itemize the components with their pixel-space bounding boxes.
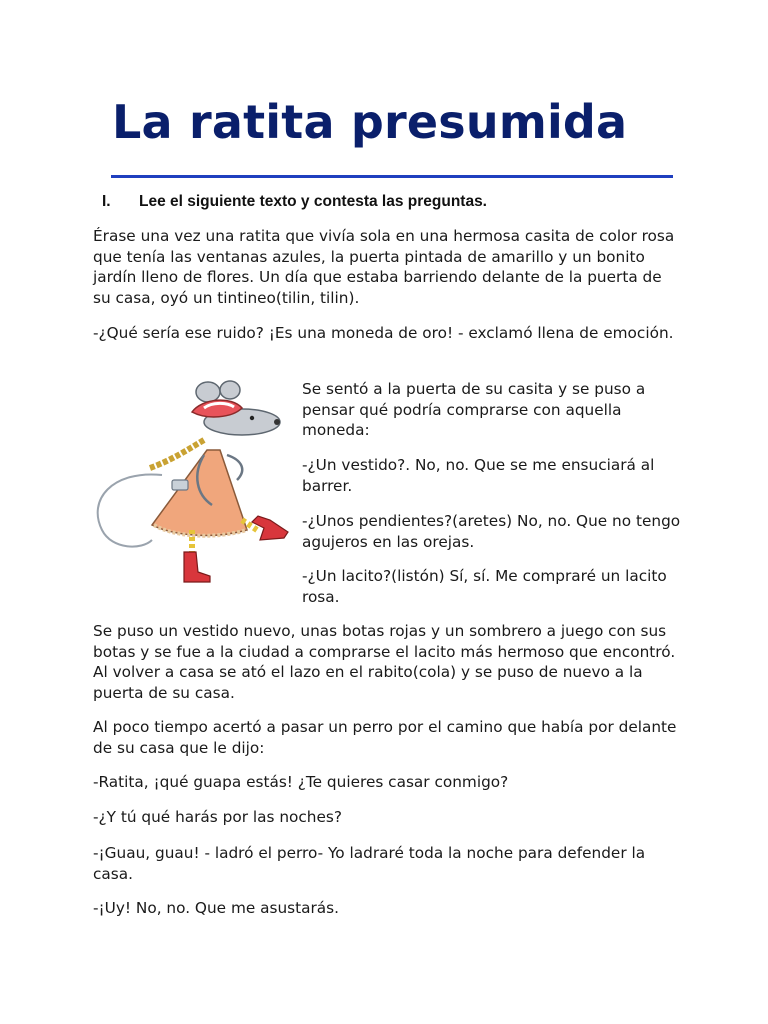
instruction-number: I. (102, 193, 111, 210)
story-paragraph: -¿Unos pendientes?(aretes) No, no. Que no tengo agujeros en las orejas. (302, 512, 681, 551)
story-paragraph: Se sentó a la puerta de su casita y se puso a pensar qué podría comprarse con aquella moneda: (302, 380, 646, 439)
story-paragraph: -Ratita, ¡qué guapa estás! ¿Te quieres casar conmigo? (93, 773, 509, 791)
page-title: La ratita presumida (112, 95, 628, 149)
story-paragraph: -¿Un lacito?(listón) Sí, sí. Me compraré un lacito rosa. (302, 567, 667, 606)
story-paragraph: -¿Y tú qué harás por las noches? (93, 808, 342, 826)
story-paragraph: -¿Qué sería ese ruido? ¡Es una moneda de oro! - exclamó llena de emoción. (93, 324, 674, 342)
title-divider (111, 175, 673, 178)
story-paragraph: -¿Un vestido?. No, no. Que se me ensuciará al barrer. (302, 456, 655, 495)
story-paragraph: Se puso un vestido nuevo, unas botas rojas y un sombrero a juego con sus botas y se fue a la ciudad a comprarse el lacito más hermoso que encontró. Al volver a casa se ató el lazo en el rabito(cola) y se puso de nuevo a la puerta de su casa. (93, 622, 676, 702)
story-paragraph: -¡Uy! No, no. Que me asustarás. (93, 899, 339, 917)
story-paragraph: -¡Guau, guau! - ladró el perro- Yo ladraré toda la noche para defender la casa. (93, 844, 646, 883)
story-paragraph: Érase una vez una ratita que vivía sola en una hermosa casita de color rosa que tenía las ventanas azules, la puerta pintada de amarillo y un bonito jardín lleno de flores. Un día que estaba barriendo delante de la puerta de su casa, oyó un tintineo(tilin, tilin). (93, 227, 675, 307)
mouse-illustration-icon (92, 380, 292, 585)
instruction-text: Lee el siguiente texto y contesta las preguntas. (139, 193, 487, 210)
story-paragraph: Al poco tiempo acertó a pasar un perro por el camino que había por delante de su casa que le dijo: (93, 718, 677, 757)
instruction-heading (102, 191, 722, 213)
